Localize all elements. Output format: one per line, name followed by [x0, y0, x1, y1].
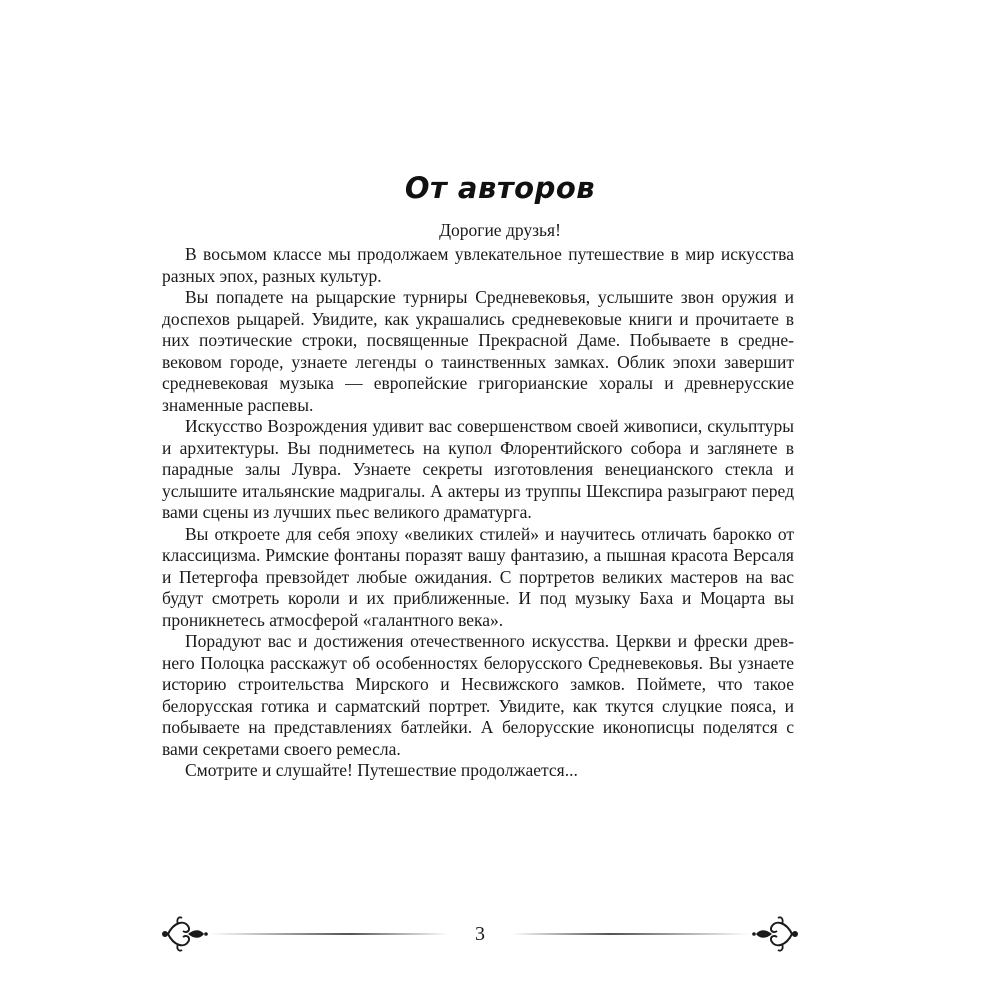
paragraph: Смотрите и слушайте! Путешествие продолжается... — [185, 760, 578, 780]
page-title: От авторов — [404, 171, 596, 205]
body-text — [162, 244, 794, 782]
paragraph: Искусство Возрождения удивит вас совершенством своей живописи, скульптуры и архитектуры. Вы подниметесь на купол Флорентийского собора и заглянете в парадные залы Лувра. Узнаете секреты изготовления венецианского стекла и услышите итальянские мадригалы. А актеры из труппы Шекспира разыграют перед вами сцены из лучших пьес великого драматурга. — [162, 416, 794, 522]
paragraph: Вы попадете на рыцарские турниры Средневековья, услышите звон оружия и доспехов рыцарей. Увидите, как украшались средневековые книги и прочитаете в них поэтические строки, посвященные Прекрасной Даме. Побываете в средневековом городе, узнаете легенды о таинственных замках. Облик эпохи завершит средневековая музыка — европейские григорианские хоралы и древнерусские знаменные распевы. — [162, 287, 794, 415]
page-footer — [160, 912, 800, 956]
paragraph: Порадуют вас и достижения отечественного искусства. Церкви и фрески древнего Полоцка расскажут об особенностях белорусского Средневековья. Вы узнаете историю строительства Мирского и Несвижского замков. Поймете, что такое белорусская готика и сарматский портрет. Увидите, как ткутся слуцкие пояса, и побываете на представлениях батлейки. А белорусские иконописцы поделятся с вами секретами своего ремесла. — [162, 631, 794, 759]
paragraph: В восьмом классе мы продолжаем увлекательное путешествие в мир искусства разных эпох, разных культур. — [162, 244, 794, 286]
greeting-line: Дорогие друзья! — [439, 220, 561, 240]
page-number: 3 — [475, 923, 485, 945]
paragraph: Вы откроете для себя эпоху «великих стилей» и научитесь отличать барокко от классицизма. Римские фонтаны поразят вашу фантазию, а пышная красота Версаля и Петергофа превзойдет любые ожидания. С портретов великих мастеров на вас будут смотреть короли и их приближенные. И под музыку Баха и Моцарта вы проникнетесь атмосферой «галантного века». — [162, 523, 794, 630]
